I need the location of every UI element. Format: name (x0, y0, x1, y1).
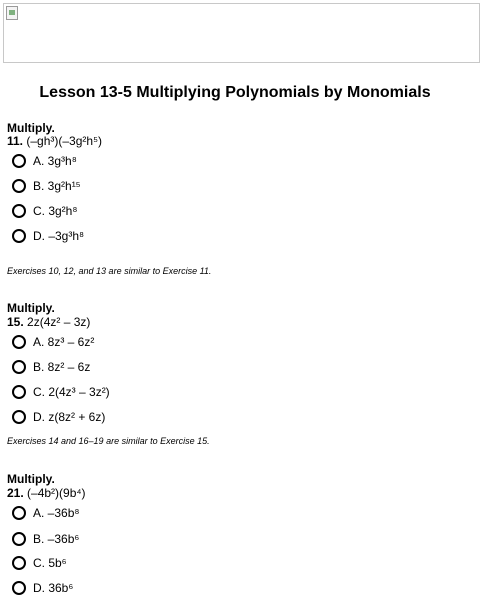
option-label: A. 3g³h⁸ (33, 154, 77, 168)
q15-option-b[interactable] (12, 360, 90, 374)
option-label: D. z(8z² + 6z) (33, 410, 106, 424)
option-label: C. 3g²h⁸ (33, 204, 78, 218)
radio-button[interactable] (12, 581, 26, 595)
page-title: Lesson 13-5 Multiplying Polynomials by Monomials (39, 84, 431, 101)
question-15-instruction: Multiply. (7, 301, 55, 315)
radio-button[interactable] (12, 556, 26, 570)
radio-button[interactable] (12, 179, 26, 193)
radio-button[interactable] (12, 506, 26, 520)
option-label: A. 8z³ – 6z² (33, 335, 95, 349)
question-number: 21. (7, 486, 24, 500)
q15-option-a[interactable] (12, 335, 94, 349)
question-21-instruction: Multiply. (7, 472, 55, 486)
question-number: 15. (7, 315, 24, 329)
radio-button[interactable] (12, 154, 26, 168)
q21-option-b[interactable] (12, 532, 79, 546)
q15-option-d[interactable] (12, 410, 105, 424)
option-label: B. 3g²h¹⁵ (33, 179, 81, 193)
radio-button[interactable] (12, 532, 26, 546)
q11-option-c[interactable] (12, 204, 77, 218)
radio-button[interactable] (12, 229, 26, 243)
q21-option-a[interactable] (12, 506, 79, 520)
option-label: A. –36b⁸ (33, 506, 80, 520)
radio-button[interactable] (12, 335, 26, 349)
option-label: B. 8z² – 6z (33, 360, 91, 374)
q11-option-d[interactable] (12, 229, 84, 243)
q11-note: Exercises 10, 12, and 13 are similar to Exercise 11. (7, 266, 212, 276)
broken-image-icon (6, 6, 18, 20)
q15-option-c[interactable] (12, 385, 110, 399)
q21-option-c[interactable] (12, 556, 67, 570)
question-expression: (–4b²)(9b⁴) (27, 486, 86, 500)
question-11-prompt (7, 134, 102, 148)
option-label: D. 36b⁶ (33, 581, 74, 595)
question-11-instruction: Multiply. (7, 121, 55, 135)
radio-button[interactable] (12, 360, 26, 374)
question-expression: 2z(4z² – 3z) (27, 315, 91, 329)
q21-option-d[interactable] (12, 581, 73, 595)
option-label: D. –3g³h⁸ (33, 229, 85, 243)
question-21-prompt (7, 486, 86, 500)
q11-option-b[interactable] (12, 179, 81, 193)
question-expression: (–gh³)(–3g²h⁵) (26, 134, 103, 148)
option-label: C. 5b⁶ (33, 556, 67, 570)
q11-option-a[interactable] (12, 154, 77, 168)
option-label: B. –36b⁶ (33, 532, 80, 546)
option-label: C. 2(4z³ – 3z²) (33, 385, 110, 399)
radio-button[interactable] (12, 204, 26, 218)
question-number: 11. (7, 134, 24, 148)
header-banner (3, 3, 480, 63)
question-15-prompt (7, 315, 90, 329)
radio-button[interactable] (12, 385, 26, 399)
radio-button[interactable] (12, 410, 26, 424)
q15-note: Exercises 14 and 16–19 are similar to Exercise 15. (7, 436, 210, 446)
